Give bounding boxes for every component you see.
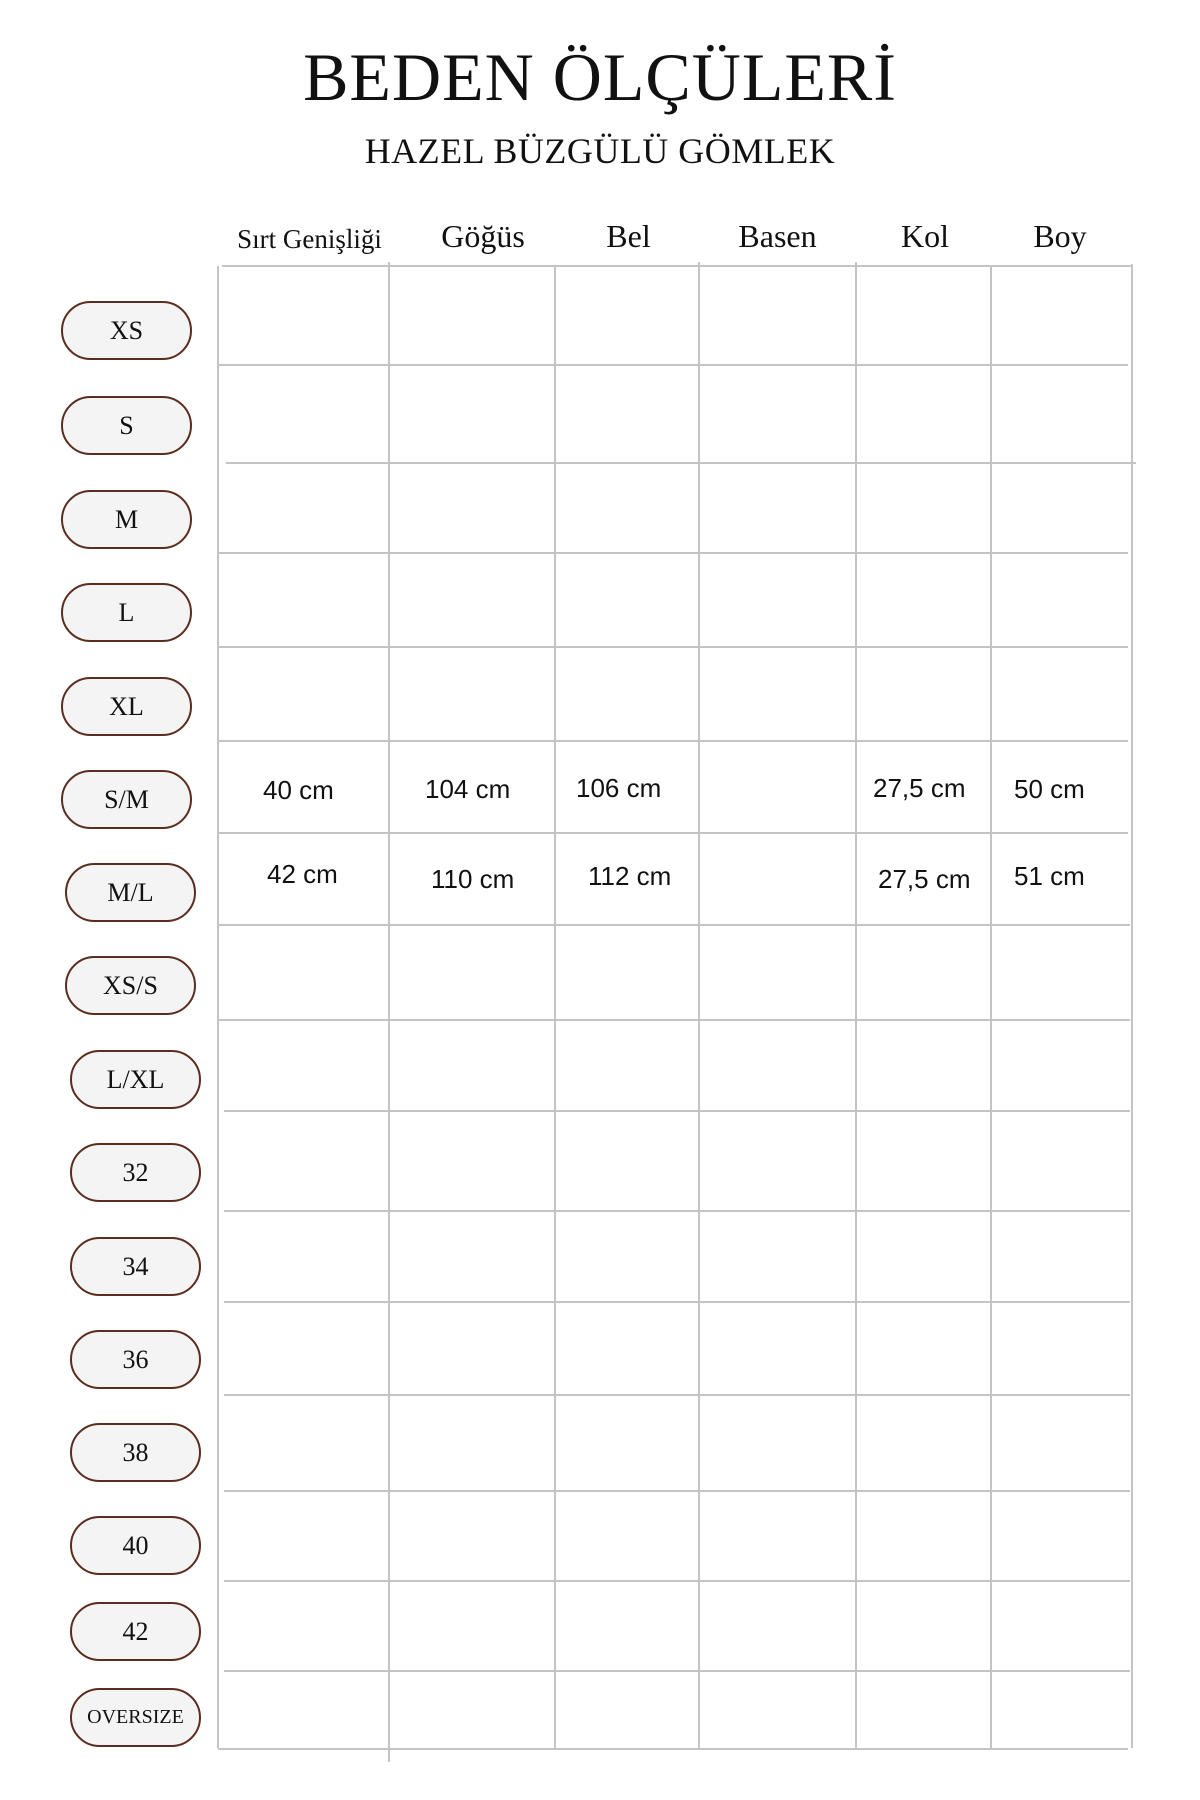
page-title: BEDEN ÖLÇÜLERİ — [303, 39, 897, 115]
cell-sm-sirt: 40 cm — [263, 775, 334, 805]
grid-hline — [218, 1019, 1130, 1021]
grid-hline — [218, 646, 1128, 648]
column-header-basen: Basen — [738, 218, 817, 254]
cell-ml-boy: 51 cm — [1014, 861, 1085, 891]
size-label-lxl: L/XL — [70, 1050, 201, 1109]
size-label-32: 32 — [70, 1143, 201, 1202]
grid-hline — [218, 924, 1130, 926]
grid-hline — [218, 832, 1128, 834]
size-label-xss: XS/S — [65, 956, 196, 1015]
grid-vline — [698, 262, 700, 1748]
size-label-l: L — [61, 583, 192, 642]
size-label-sm: S/M — [61, 770, 192, 829]
grid-hline — [218, 1748, 1128, 1750]
grid-vline — [990, 266, 992, 1748]
cell-ml-sirt: 42 cm — [267, 859, 338, 889]
size-label-m: M — [61, 490, 192, 549]
size-label-oversize: OVERSIZE — [70, 1688, 201, 1747]
cell-ml-gogus: 110 cm — [431, 864, 515, 894]
cell-ml-kol: 27,5 cm — [878, 864, 971, 894]
grid-hline — [222, 265, 1132, 267]
grid-hline — [224, 1301, 1130, 1303]
cell-sm-boy: 50 cm — [1014, 774, 1085, 804]
size-label-36: 36 — [70, 1330, 201, 1389]
size-label-xl: XL — [61, 677, 192, 736]
size-label-38: 38 — [70, 1423, 201, 1482]
grid-vline — [217, 266, 219, 1748]
column-header-kol: Kol — [901, 218, 949, 254]
grid-hline — [224, 1394, 1130, 1396]
cell-sm-kol: 27,5 cm — [873, 773, 966, 803]
column-header-boy: Boy — [1033, 218, 1087, 254]
size-label-40: 40 — [70, 1516, 201, 1575]
grid-hline — [218, 364, 1128, 366]
grid-hline — [218, 552, 1128, 554]
grid-hline — [224, 1210, 1130, 1212]
grid-vline — [1131, 264, 1133, 1748]
cell-ml-bel: 112 cm — [588, 861, 672, 891]
column-header-gogus: Göğüs — [441, 218, 525, 254]
size-label-42: 42 — [70, 1602, 201, 1661]
size-label-s: S — [61, 396, 192, 455]
cell-sm-gogus: 104 cm — [425, 774, 511, 804]
grid-hline — [226, 462, 1136, 464]
size-label-34: 34 — [70, 1237, 201, 1296]
cell-sm-bel: 106 cm — [576, 773, 662, 803]
grid-hline — [224, 1670, 1130, 1672]
grid-vline — [388, 262, 390, 1762]
grid-hline — [218, 740, 1128, 742]
column-header-sirt: Sırt Genişliği — [237, 224, 382, 254]
grid-vline — [855, 262, 857, 1748]
page-subtitle: HAZEL BÜZGÜLÜ GÖMLEK — [364, 131, 836, 171]
size-label-ml: M/L — [65, 863, 196, 922]
grid-hline — [224, 1110, 1130, 1112]
grid-vline — [554, 266, 556, 1748]
column-header-bel: Bel — [606, 218, 651, 254]
grid-hline — [224, 1580, 1130, 1582]
size-label-xs: XS — [61, 301, 192, 360]
grid-hline — [224, 1490, 1130, 1492]
